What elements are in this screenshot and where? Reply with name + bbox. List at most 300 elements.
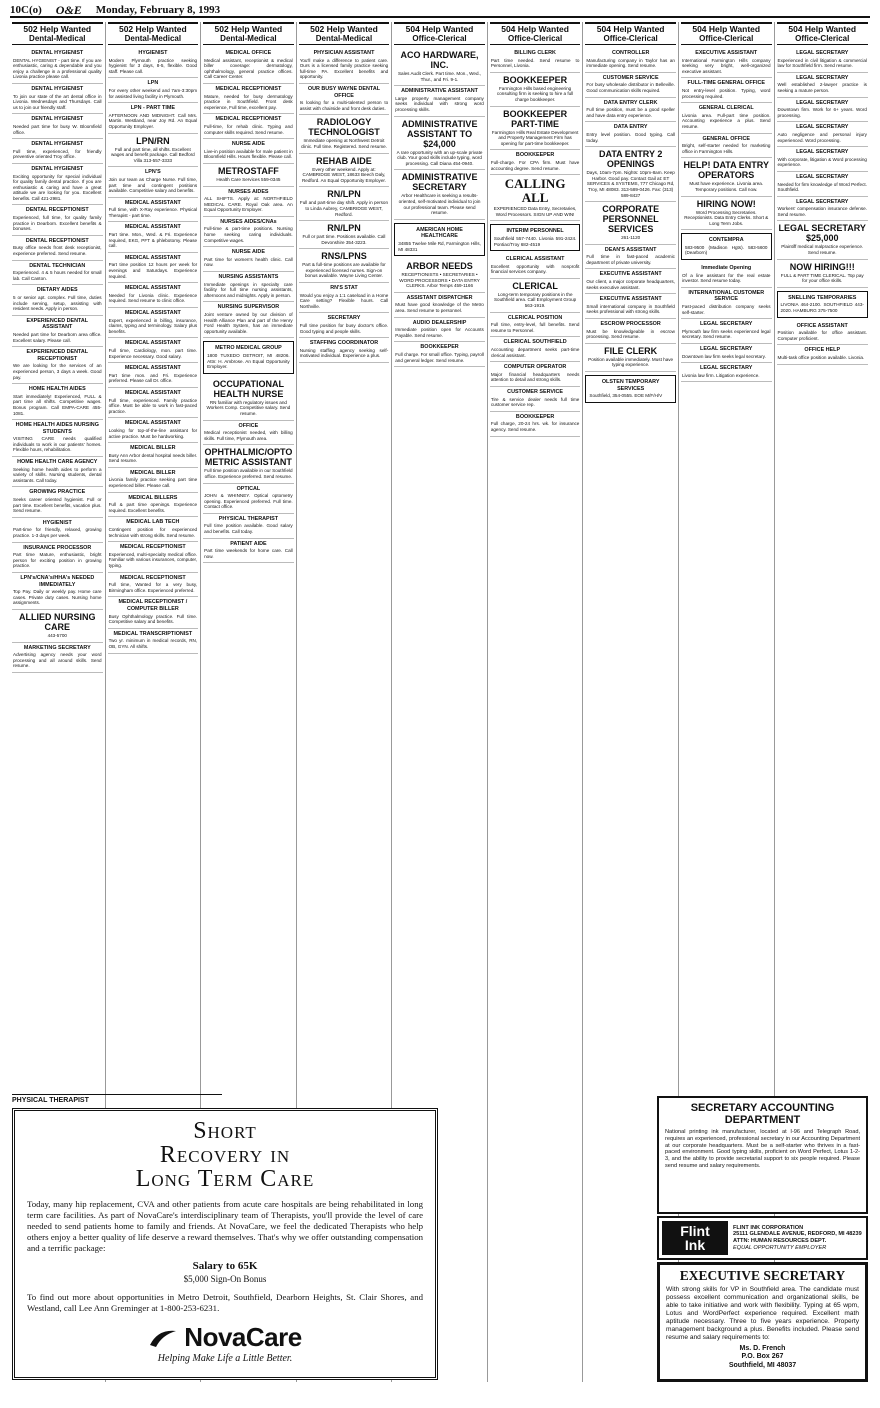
ad-body: Seeking home health aides to perform a variety of skills. Nursing students, dental assistants. Call today. xyxy=(13,466,102,483)
flint-company: FLINT INK CORPORATION xyxy=(733,1224,804,1231)
classified-ad xyxy=(777,260,868,288)
ad-body: Part time weekends for home care. Call now. xyxy=(204,548,293,559)
classified-ad xyxy=(108,363,199,388)
ad-body: Would you enjoy a 1:1 caseload in a Home Care setting? Flexible hours. Call Northville. xyxy=(299,292,389,309)
classified-ad xyxy=(108,493,199,518)
classified-ad xyxy=(108,388,199,418)
category-subtitle: Dental-Medical xyxy=(124,34,182,43)
ad-heading: ADMINISTRATIVE ASSISTANT xyxy=(401,88,478,95)
ad-body: Tire & service dealer needs full time customer service rep. xyxy=(490,396,580,408)
classified-ad xyxy=(203,484,294,514)
classified-ad xyxy=(777,321,868,346)
category-title-text: Help Wanted xyxy=(422,24,474,34)
exec-ad-body: With strong skills for VP in Southfield area. The candidate must possess excellent communication and organizational skills, be able to take initiative and work with flexibility. Typing at 65 wpm, Lotus and WordPerfect experience required. Excellent math aptitude necessary. Three to five years experience. Property management background a plus. Benefits included. Please send resume and salary requirements to: xyxy=(666,1286,859,1341)
novacare-title-1: Short xyxy=(193,1118,257,1144)
ad-heading: MEDICAL BILLER xyxy=(130,445,176,452)
ad-heading: LPN's/CNA's/HHA's NEEDED IMMEDIATELY xyxy=(20,574,95,588)
ad-heading: SNELLING TEMPORARIES xyxy=(788,294,857,301)
classified-ad xyxy=(12,139,103,164)
ad-body: Busy office needs front desk receptionist, experience preferred. Send resume. xyxy=(13,245,102,257)
classified-ad xyxy=(108,222,199,252)
classified-ad xyxy=(108,573,199,598)
classified-ad xyxy=(585,98,676,123)
ad-heading: NOW HIRING!!! xyxy=(789,261,855,272)
ad-body: Immediate openings in specialty care facility for full time nursing assistants, afternoons and midnights. Apply in person. xyxy=(204,281,293,298)
classified-ad xyxy=(203,139,294,164)
classified-ad xyxy=(394,259,485,293)
ad-body: Fast-paced distribution company seeks self-starter. xyxy=(681,304,771,315)
classified-ad xyxy=(777,197,868,222)
classified-ad xyxy=(12,285,103,315)
category-subtitle: Dental-Medical xyxy=(29,34,86,43)
ad-body: For every other weekend and 7am-3:30pm for assisted living facility in Plymouth. xyxy=(108,87,198,99)
ad-body: Health Care Services 559-0345 xyxy=(216,176,281,182)
classified-ad xyxy=(299,48,390,84)
ad-body: Needed part time for Dearborn area office. Excellent salary. Please call. xyxy=(13,331,102,343)
classified-ad xyxy=(203,114,294,139)
classified-ad xyxy=(108,517,199,542)
ad-heading: OFFICE HELP xyxy=(804,347,841,354)
classified-ad xyxy=(203,187,294,217)
ad-body: Accounting department seeks part-time clerical assistant. xyxy=(490,347,580,358)
category-subtitle: Office-Clerical xyxy=(699,34,754,43)
category-number: 502 xyxy=(310,24,325,34)
ad-body: Part time mon. and Fri. Experience preferred. Please call Dr. office. xyxy=(108,372,198,384)
ad-heading: NURSING SUPERVISOR xyxy=(217,304,280,311)
ad-body: Our client, a major corporate headquarters, seeks executive assistant. xyxy=(586,279,675,290)
ad-heading: NURSES AIDES/CNAs xyxy=(220,218,277,225)
ad-heading: LPN - PART TIME xyxy=(130,105,175,112)
ad-body: Workers' compensation insurance defense. Send resume. xyxy=(777,206,867,217)
ad-body: Part time needed. Send resume to Personnel, Livonia. xyxy=(490,57,580,69)
ad-heading: AUDIO DEALERSHIP xyxy=(412,319,467,326)
ad-body: Full time position for busy doctor's office. Good typing and people skills. xyxy=(299,323,389,334)
ad-body: Well established 2-lawyer practice is seeking a mature person. xyxy=(777,82,867,93)
classified-ad xyxy=(490,48,581,73)
ad-body: Mature, needed for busy dermatology practice in Southfield. Front desk experience, Full time, excellent pay. xyxy=(204,93,293,110)
classified-ad xyxy=(490,279,581,313)
category-number: 504 xyxy=(501,24,516,34)
classified-ad xyxy=(108,283,199,308)
ad-heading: DENTAL HYGIENIST xyxy=(31,50,84,56)
ad-body: To join our state of the art dental office in Livonia. Wednesdays and Thursdays. Call us to join our friendly staff. xyxy=(13,93,102,110)
ad-body: Needed for Livonia clinic. Experience required. Send resume to clinic office. xyxy=(108,292,198,304)
ad-body: Full-time, for rehab clinic. Typing and computer skills required. Send resume. xyxy=(204,123,293,135)
ad-heading: CORPORATE PERSONNEL SERVICES xyxy=(602,204,660,235)
ad-body: You'll make a difference to patient care. Ours is a licensed family practice seeking full-time PA. Excellent benefits and opportunity. xyxy=(299,57,389,80)
ad-body: Major financial headquarters needs attention to detail and strong skills. xyxy=(490,371,580,383)
ad-body: Full & part time openings. Experience required. Excellent benefits. xyxy=(108,502,198,513)
ad-body: Needed part time for busy W. Bloomfield office. xyxy=(13,123,102,135)
ad-heading: HYGIENIST xyxy=(42,519,72,526)
classified-ad xyxy=(299,115,390,153)
classified-ad xyxy=(777,291,868,318)
exec-contact-box: P.O. Box 267 xyxy=(741,1353,784,1361)
ad-body: ALL SHIFTS. Apply at: NORTHFIELD MEDICAL CARE. Royal Oak area. An Equal Opportunity Employer. xyxy=(204,196,293,213)
classified-ad xyxy=(777,147,868,172)
classified-ad xyxy=(777,345,868,364)
category-subtitle: Office-Clerical xyxy=(603,34,658,43)
ad-heading: HOME HEALTH AIDES NURSING STUDENTS xyxy=(15,422,99,435)
ad-body: Full-time & part-time positions. Nursing home seeking caring individuals. Competitive wages. xyxy=(204,226,293,243)
classified-ad xyxy=(299,313,390,338)
ad-heading: LEGAL SECRETARY xyxy=(796,74,849,81)
ad-body: Full charge. For small office. Typing, payroll and general ledger. Send resume. xyxy=(395,352,484,363)
classified-ad xyxy=(12,48,103,84)
ad-heading: METROSTAFF xyxy=(217,165,279,176)
ad-heading: MEDICAL RECEPTIONIST xyxy=(119,574,186,581)
ad-body: Nursing staffing agency seeking self-motivated individual. Experience a plus. xyxy=(299,347,389,359)
ad-heading: MEDICAL ASSISTANT xyxy=(124,285,181,292)
ad-heading: GENERAL OFFICE xyxy=(702,135,750,142)
classified-ad xyxy=(490,150,581,175)
ad-heading: DENTAL HYGIENIST xyxy=(31,165,84,172)
classified-ad xyxy=(12,205,103,235)
ad-body: 34855 Twelve Mile Rd, Farmington Hills, MI 48331 xyxy=(398,240,481,252)
classified-ad xyxy=(299,249,390,283)
flint-ink-logo xyxy=(662,1221,728,1255)
ad-heading: CONTEMPRA xyxy=(708,237,744,244)
ad-body: Excellent opportunity with nonprofit financial services company. xyxy=(490,263,580,275)
classified-ad xyxy=(108,629,199,654)
ad-heading: EXPERIENCED DENTAL RECEPTIONIST xyxy=(26,349,89,362)
ad-heading: MEDICAL BILLERS xyxy=(128,494,178,501)
classified-ad xyxy=(203,445,294,483)
category-title-text: Help Wanted xyxy=(708,24,761,34)
novacare-display-ad xyxy=(12,1108,438,1380)
classified-ad xyxy=(12,84,103,114)
ad-heading: NURSES AIDES xyxy=(228,188,269,195)
ad-heading: OFFICE xyxy=(238,422,259,429)
category-header xyxy=(12,22,103,45)
category-title-text: Help Wanted xyxy=(613,24,665,34)
ad-heading: STAFFING COORDINATOR xyxy=(309,340,379,347)
executive-secretary-ad xyxy=(657,1262,868,1382)
novacare-title-3: Long Term Care xyxy=(135,1166,315,1192)
category-number: 504 xyxy=(788,24,803,34)
exec-ad-title: EXECUTIVE SECRETARY xyxy=(679,1268,846,1283)
ad-heading: GROWING PRACTICE xyxy=(29,489,86,496)
classified-ad xyxy=(681,233,772,260)
classified-ad xyxy=(203,272,294,302)
ad-heading: MEDICAL ASSISTANT xyxy=(124,389,181,396)
classified-ad xyxy=(490,175,581,221)
ad-body: Full time in fast-paced academic department of private university. xyxy=(586,254,675,265)
ad-heading: HELP! DATA ENTRY OPERATORS xyxy=(683,160,769,181)
ad-heading: MEDICAL OFFICE xyxy=(225,50,272,56)
category-title xyxy=(108,25,199,34)
ad-heading: CLERICAL ASSISTANT xyxy=(505,256,565,263)
classified-ad xyxy=(203,514,294,539)
ad-heading: LEGAL SECRETARY xyxy=(700,321,753,328)
classified-ad xyxy=(203,421,294,446)
novacare-title-2: Recovery in xyxy=(159,1142,291,1168)
ad-heading: MEDICAL ASSISTANT xyxy=(124,224,181,231)
classified-ad xyxy=(203,84,294,114)
ad-body: Part time for women's health clinic. Call now. xyxy=(204,256,293,268)
ad-body: DENTAL HYGIENIST - part time. If you are enthusiastic, caring & dependable and you enjoy a challenge in a professional quality Livonia practice please call. xyxy=(13,57,102,80)
ad-body: Full time, Cardiology, mon. part time. Experience necessary. Good salary. xyxy=(108,347,198,359)
ad-body: Every other weekend. Apply at: CAMBRIDGE WEST, 18633 Beech Daly, Redford. An Equal Opportunity Employer. xyxy=(301,166,386,183)
ad-body: Must have good knowledge of the Metro area. Send resume to personnel. xyxy=(395,302,484,314)
ad-heading: INTERNATIONAL CUSTOMER SERVICE xyxy=(688,289,765,303)
ad-body: JOHN & WHINNEY. Optical optometry opening. Experienced preferred. Full time. Contact office. xyxy=(204,493,293,510)
ad-heading: NURSE AIDE xyxy=(231,249,265,256)
ad-body: Experienced, full time, for quality family practice in Dearborn. Excellent benefits & bonuses. xyxy=(13,215,102,232)
classified-ad xyxy=(585,344,676,372)
page-number: 10C(o) xyxy=(10,4,42,16)
ad-heading: CLERICAL xyxy=(512,280,558,291)
classified-ad xyxy=(585,319,676,344)
novacare-body: Today, many hip replacement, CVA and other patients from acute care hospitals are being rehabilitated in long term care facilities. As part of NovaCare's interdisciplinary team of Therapists, you'll provide the level of care needed to send patients home to family and friends. At NovaCare, we feel the dedicated Therapists who help others enjoy a better quality of life deserve a reward themselves. That's why we offer outstanding compensation and a terrific package: xyxy=(27,1199,423,1253)
classified-ad xyxy=(299,283,390,313)
ad-heading: MEDICAL LAB TECH xyxy=(126,519,180,526)
classified-ad xyxy=(108,253,199,283)
classified-ad xyxy=(490,412,581,437)
ad-body: Southfield, 354-0555. EOE M/F/H/V xyxy=(589,393,663,399)
ad-body: LIVONIA 464-2100. SOUTHFIELD 443-2020. HAMBURG 375-7500 xyxy=(780,302,864,314)
category-title-text: Help Wanted xyxy=(231,24,283,34)
classified-ad xyxy=(777,221,868,259)
ad-heading: OFFICE ASSISTANT xyxy=(796,322,848,329)
classified-ad xyxy=(777,48,868,73)
ad-heading: DATA ENTRY 2 OPENINGS xyxy=(598,149,663,170)
ad-heading: DATA ENTRY xyxy=(613,124,648,131)
classified-ad xyxy=(681,103,772,133)
classified-ad xyxy=(108,48,199,78)
ad-heading: PATIENT AIDE xyxy=(230,540,267,547)
classified-ad xyxy=(108,78,199,103)
novacare-bonus: $5,000 Sign-On Bonus xyxy=(183,1274,267,1284)
ad-heading: NURSE AIDE xyxy=(231,141,265,148)
ad-body: Position available immediately. Must have typing experience. xyxy=(588,356,674,368)
secretary-ad-body: National printing ink manufacturer, located at I-96 and Telegraph Road, requires an experienced, professional secretary in our Accounting Department at our corporate headquarters. Must be a self-starter who thrives in a fast-paced environment. Good typing skills, proficient on Word Perfect, Lotus 1-2-3, and the ability to provide secretarial support to six people required. Please send resume and salary requirements. xyxy=(665,1129,860,1169)
classified-ad xyxy=(12,610,103,643)
ad-heading: MEDICAL RECEPTIONIST xyxy=(215,116,282,123)
ad-body: Contingent position for experienced technician with strong skills. Send resume. xyxy=(108,527,198,538)
ad-body: Long-term temporary positions in the Southfield area. Call Employment Group 563-1919. xyxy=(493,291,577,309)
ad-body: Busy Ann Arbor dental hospital needs biller. Send resume. xyxy=(108,452,198,464)
publication-name: O&E xyxy=(55,2,82,17)
ad-body: Livonia law firm. Litigation experience. xyxy=(681,372,760,378)
classified-ad xyxy=(585,73,676,98)
ad-body: Full time, Wanted for a very busy, Birmingham office. Experienced preferred. xyxy=(108,582,198,593)
category-title-text: Help Wanted xyxy=(517,24,569,34)
exec-ad-contact xyxy=(666,1345,859,1370)
classified-ad xyxy=(681,197,772,231)
category-number: 504 xyxy=(692,24,707,34)
ad-heading: INTERIM PERSONNEL xyxy=(506,228,564,235)
ad-heading: MEDICAL RECEPTIONIST / COMPUTER BILLER xyxy=(118,599,188,612)
ad-body: Experienced, multi-specialty medical office. Familiar with various insurances, computer, typing. xyxy=(108,551,198,568)
category-title-text: Help Wanted xyxy=(326,24,378,34)
classified-ad xyxy=(394,86,485,116)
flint-eoe: EQUAL OPPORTUNITY EMPLOYER xyxy=(733,1244,827,1251)
ad-heading: DENTAL HYGIENIST xyxy=(31,116,84,123)
ad-heading: HIRING NOW! xyxy=(696,198,756,209)
classified-ad xyxy=(203,217,294,247)
category-title xyxy=(394,25,485,34)
classified-ad xyxy=(108,468,199,493)
ad-heading: LPN/RN xyxy=(136,135,170,146)
ad-body: Full time, entry-level, full benefits. Send resume to Personnel. xyxy=(490,322,580,333)
ad-heading: BOOKKEEPER xyxy=(420,344,459,351)
ad-body: Is looking for a multi-talented person to assist with chairside and front desk duties. xyxy=(299,100,389,111)
classified-ad xyxy=(108,308,199,338)
category-header xyxy=(490,22,581,45)
ad-heading: MEDICAL ASSISTANT xyxy=(124,254,181,261)
category-header xyxy=(108,22,199,45)
classified-ad xyxy=(12,316,103,347)
ad-heading: MEDICAL TRANSCRIPTIONIST xyxy=(113,630,193,637)
ad-body: Full time, with X-Ray experience. Physical Therapist - part time. xyxy=(108,207,198,218)
ad-heading: BILLING CLERK xyxy=(514,50,556,56)
category-header xyxy=(394,22,485,45)
ad-heading: PHYSICIAN ASSISTANT xyxy=(313,50,375,56)
classified-ad xyxy=(12,518,103,543)
ad-heading: HYGIENIST xyxy=(138,50,168,56)
category-number: 502 xyxy=(118,24,134,34)
classified-ad xyxy=(585,375,676,403)
novacare-tagline: Helping Make Life a Little Better. xyxy=(157,1353,293,1364)
classified-ad xyxy=(585,294,676,319)
ad-heading: ASSISTANT DISPATCHER xyxy=(406,294,473,301)
category-number: 504 xyxy=(405,24,420,34)
ad-body: Live-in position available for male patient in Bloomfield Hills. Hours flexible. Please call. xyxy=(204,148,293,160)
classified-ad xyxy=(394,342,485,367)
ad-body: Farmington Hills based engineering consulting firm is seeking to hire a full charge bookkeeper. xyxy=(496,85,574,102)
classified-ad xyxy=(394,170,485,219)
ad-heading: ADMINISTRATIVE ASSISTANT TO $24,000 xyxy=(401,118,478,149)
classified-ad xyxy=(203,302,294,338)
classified-ad xyxy=(490,224,581,251)
ad-body: Plymouth law firm seeks experienced legal secretary. Send resume. xyxy=(681,328,771,340)
classified-ad xyxy=(12,261,103,286)
ad-heading: CONTROLLER xyxy=(611,50,650,56)
ad-body: Full and part time, all shifts. Excellent wages and benefit package. Call Bedford Villa 313-557-3333 xyxy=(110,146,195,163)
ad-heading: EXECUTIVE ASSISTANT xyxy=(599,271,662,278)
category-title xyxy=(12,25,103,34)
ad-body: With corporate, litigation & Word processing experience. xyxy=(777,156,867,168)
ad-heading: DEAN'S ASSISTANT xyxy=(604,246,657,253)
flint-ink-ad xyxy=(657,1216,868,1260)
ad-heading: MEDICAL ASSISTANT xyxy=(124,340,181,347)
classified-ad xyxy=(777,98,868,123)
classified-ad xyxy=(299,187,390,221)
classified-ad xyxy=(681,319,772,344)
ad-heading: LPN xyxy=(147,80,159,87)
ad-heading: DENTAL HYGIENIST xyxy=(31,85,84,92)
ad-body: Full time, experienced. Family practice office. Must be able to work in fast-paced practice. xyxy=(108,397,198,414)
classified-ad xyxy=(490,254,581,279)
masthead xyxy=(10,4,870,18)
classified-ad xyxy=(203,341,294,373)
ad-heading: MEDICAL ASSISTANT xyxy=(124,199,181,206)
flint-street: 25111 GLENDALE AVENUE, REDFORD, MI 48239 xyxy=(733,1231,862,1238)
ad-heading: MEDICAL ASSISTANT xyxy=(124,310,181,316)
ad-heading: Immediate Opening xyxy=(701,265,752,272)
classified-ad xyxy=(585,147,676,202)
ad-heading: SECRETARY xyxy=(327,315,361,322)
classified-ad xyxy=(108,134,199,168)
ad-heading: BOOKKEEPER xyxy=(515,413,555,420)
category-subtitle: Office-Clerical xyxy=(412,34,467,43)
ad-body: VISITING CARE needs qualified individuals to work in our patients' homes. Flexible hours, rehabilitation. xyxy=(13,436,102,453)
classified-ad xyxy=(777,122,868,147)
classified-ad xyxy=(490,337,581,362)
flint-attn: ATTN: HUMAN RESOURCES DEPT. xyxy=(733,1238,827,1244)
ad-heading: MARKETING SECRETARY xyxy=(23,644,91,651)
category-title-text: Help Wanted xyxy=(804,24,857,34)
ad-heading: BOOKKEEPER PART-TIME xyxy=(503,108,568,129)
classified-ad xyxy=(681,363,772,382)
ad-body: Medical receptionist needed, with billing skills. Full time, Plymouth area. xyxy=(204,430,293,441)
ad-body: 443-5700 xyxy=(47,632,67,638)
classified-ad xyxy=(681,288,772,319)
category-title xyxy=(585,25,676,34)
classified-ad xyxy=(203,377,294,421)
classified-ad xyxy=(203,48,294,84)
ad-heading: MEDICAL ASSISTANT xyxy=(124,365,181,372)
ad-body: Livonia area. Full-part time position. Accounting experience a plus. Send resume. xyxy=(681,112,771,129)
ad-heading: INSURANCE PROCESSOR xyxy=(23,544,92,551)
ad-body: Of a line assistant for the real estate investor. Send resume today. xyxy=(681,272,771,284)
category-header xyxy=(203,22,294,45)
category-number: 504 xyxy=(596,24,611,34)
ad-body: Experienced in civil litigation & commercial law for Southfield firm. Send resume. xyxy=(777,57,867,69)
ad-body: RECEPTIONISTS • SECRETARIES • WORD PROCESSORS • DATA ENTRY CLERKS. Arbor Temps 459-1166 xyxy=(399,272,480,289)
classified-ad xyxy=(681,158,772,196)
ad-body: Needed for firm knowledge of Word Perfect. Southfield. xyxy=(777,181,867,193)
classified-ad xyxy=(394,48,485,86)
ad-body: Experienced. 4 & 5 hours needed for small lab. Call Canton. xyxy=(13,270,102,281)
ad-body: Downtown firm. Work for 6+ years. Word processing. xyxy=(777,107,867,118)
ad-heading: RNS/LPNS xyxy=(321,251,367,262)
category-header xyxy=(777,22,868,45)
ad-body: Full time position, must be a good speller and have data entry experience. xyxy=(586,107,675,118)
ad-body: 1800 TUXEDO DETROIT, MI 48206. Attn: H. Ambrose. An Equal Opportunity Employer. xyxy=(207,352,290,370)
ad-heading: CALLING ALL xyxy=(504,176,566,206)
ad-heading: OPTICAL xyxy=(236,485,261,492)
classified-ad xyxy=(585,202,676,245)
ad-body: FULL & PART TIME CLERICAL. Top pay for your office skills. xyxy=(780,272,864,284)
flint-ink-address xyxy=(728,1225,863,1251)
ad-heading: MEDICAL RECEPTIONIST xyxy=(119,544,186,551)
classified-ad xyxy=(12,236,103,261)
physical-therapist-label: PHYSICAL THERAPIST xyxy=(12,1094,222,1106)
ad-body: Advertising agency needs your word processing and all around skills. Send resume. xyxy=(13,652,102,669)
ad-heading: LEGAL SECRETARY xyxy=(700,346,753,352)
ad-body: Part time Mature, enthusiastic, bright person for exciting position in growing practice. xyxy=(13,552,102,569)
classified-ad xyxy=(585,48,676,73)
ad-body: Full-charge. For CPA firm. Must have accounting degree. Send resume. xyxy=(490,159,580,171)
classified-ad xyxy=(108,597,199,628)
ad-heading: LPN'S xyxy=(145,169,161,176)
ad-heading: BOOKKEEPER xyxy=(515,152,555,159)
classified-ad xyxy=(12,643,103,673)
classified-ad xyxy=(12,457,103,487)
ad-heading: LEGAL SECRETARY xyxy=(700,365,753,372)
ad-body: Busy Ophthalmology practice. Full time. Competitive salary and benefits. xyxy=(108,613,198,625)
ad-heading: PHYSICAL THERAPIST xyxy=(218,515,279,522)
ad-heading: LEGAL SECRETARY xyxy=(796,124,849,131)
ad-body: Multi-task office position available. Livonia. xyxy=(777,355,865,360)
ad-body: Immediate position open for Accounts Payable. Send resume. xyxy=(395,327,484,338)
secretary-display-ad xyxy=(657,1096,868,1214)
classified-ad xyxy=(299,84,390,115)
novacare-salary: Salary to 65K xyxy=(192,1260,258,1272)
ad-heading: NURSING ASSISTANTS xyxy=(218,274,279,281)
